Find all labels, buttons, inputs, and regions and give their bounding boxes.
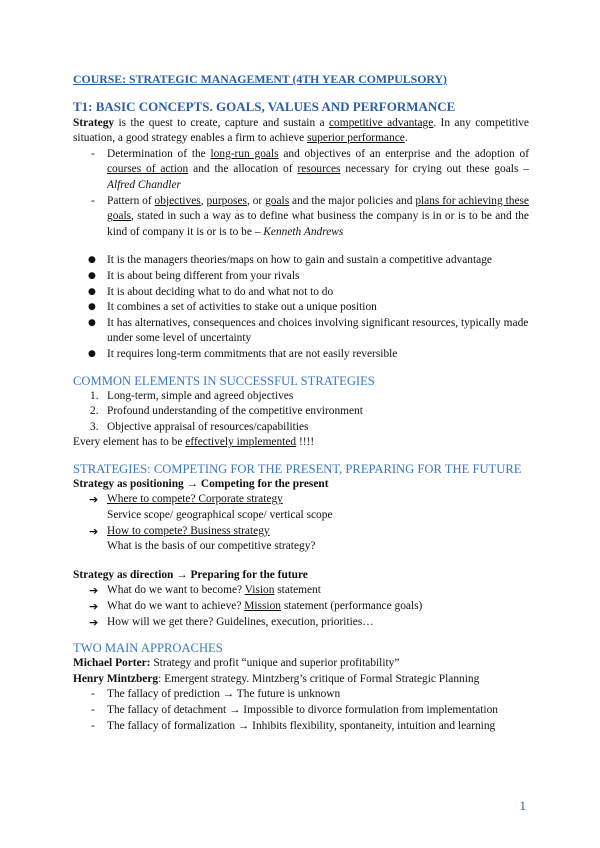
arrow-icon: ➔ <box>89 615 99 629</box>
course-title: COURSE: STRATEGIC MANAGEMENT (4TH YEAR COMPULSORY) <box>73 72 447 86</box>
definition-chandler: - Determination of the long-run goals and objectives of an enterprise and the adoption of courses of action and the allocation of resources necessary for crying out these goals – Alfred Chandler <box>73 147 529 194</box>
arrow-icon: ➔ <box>89 524 99 538</box>
list-item: ● It is the managers theories/maps on how to gain and sustain a competitive advantage <box>73 253 529 269</box>
superior-performance-term: superior performance <box>307 132 405 145</box>
list-subtext: Service scope/ geographical scope/ vertical scope <box>107 509 333 522</box>
page-number: 1 <box>519 798 526 813</box>
list-item: 1. Long-term, simple and agreed objectives <box>90 389 294 402</box>
common-elements-list <box>73 389 529 436</box>
list-item: ● It combines a set of activities to stake out a unique position <box>73 300 529 316</box>
list-item: ➔ What do we want to achieve? Mission statement (performance goals) <box>89 600 423 614</box>
fallacies-list <box>73 687 529 734</box>
arrow-icon: ➔ <box>89 493 99 507</box>
list-item: ● It is about being different from your rivals <box>73 269 529 285</box>
list-item: 2. Profound understanding of the competitive environment <box>90 405 363 418</box>
heading-common-elements: COMMON ELEMENTS IN SUCCESSFUL STRATEGIES <box>73 373 375 388</box>
heading-two-approaches: TWO MAIN APPROACHES <box>73 641 223 656</box>
definitions-list <box>73 147 529 241</box>
list-item: ➔ How to compete? Business strategy <box>89 524 270 538</box>
strategy-term: Strategy <box>73 116 115 129</box>
arrow-icon: ➔ <box>89 600 99 614</box>
strategy-as-direction: Strategy as direction → Preparing for the future <box>73 568 308 581</box>
author-chandler: Alfred Chandler <box>107 178 181 191</box>
document-page <box>73 72 529 734</box>
list-item: ➔ How will we get there? Guidelines, execution, priorities… <box>89 615 374 629</box>
direction-list <box>73 583 529 630</box>
section-title-t1: T1: BASIC CONCEPTS. GOALS, VALUES AND PERFORMANCE <box>73 98 456 114</box>
list-item: ➔ What do we want to become? Vision statement <box>89 584 321 598</box>
list-item: ● It has alternatives, consequences and choices involving significant resources, typically made under some level of uncertainty <box>73 316 529 347</box>
list-item: - The fallacy of prediction → The future is unknown <box>73 687 529 703</box>
porter-approach: Michael Porter: Strategy and profit “unique and superior profitability” <box>73 657 400 670</box>
list-item: 3. Objective appraisal of resources/capabilities <box>90 420 309 433</box>
implementation-note: Every element has to be effectively implemented !!!! <box>73 436 315 449</box>
strategy-definition-paragraph: Strategy is the quest to create, capture and sustain a competitive advantage. In any competitive situation, a good strategy enables a firm to achieve superior performance. <box>73 116 529 145</box>
definition-andrews: - Pattern of objectives, purposes, or goals and the major policies and plans for achieving these goals, stated in such a way as to define what business the company is in or is to be and the kind of company it is or is to be – Kenneth Andrews <box>73 194 529 241</box>
list-item: ➔ Where to compete? Corporate strategy <box>89 493 283 507</box>
competitive-advantage-term: competitive advantage <box>328 116 434 129</box>
list-subtext: What is the basis of our competitive strategy? <box>107 540 316 553</box>
list-item: ● It requires long-term commitments that are not easily reversible <box>73 347 529 363</box>
list-item: ● It is about deciding what to do and what not to do <box>73 285 529 301</box>
heading-competing-preparing: STRATEGIES: COMPETING FOR THE PRESENT, PREPARING FOR THE FUTURE <box>73 461 522 476</box>
mintzberg-approach: Henry Mintzberg: Emergent strategy. Mintzberg’s critique of Formal Strategic Planning <box>73 672 480 685</box>
positioning-list <box>73 492 529 554</box>
list-item: - The fallacy of formalization → Inhibits flexibility, spontaneity, intuition and learning <box>73 719 529 735</box>
strategy-characteristics-list <box>73 253 529 362</box>
strategy-as-positioning: Strategy as positioning → Competing for the present <box>73 477 329 490</box>
author-andrews: Kenneth Andrews <box>263 225 344 238</box>
arrow-icon: ➔ <box>89 584 99 598</box>
list-item: - The fallacy of detachment → Impossible to divorce formulation from implementation <box>73 703 529 719</box>
